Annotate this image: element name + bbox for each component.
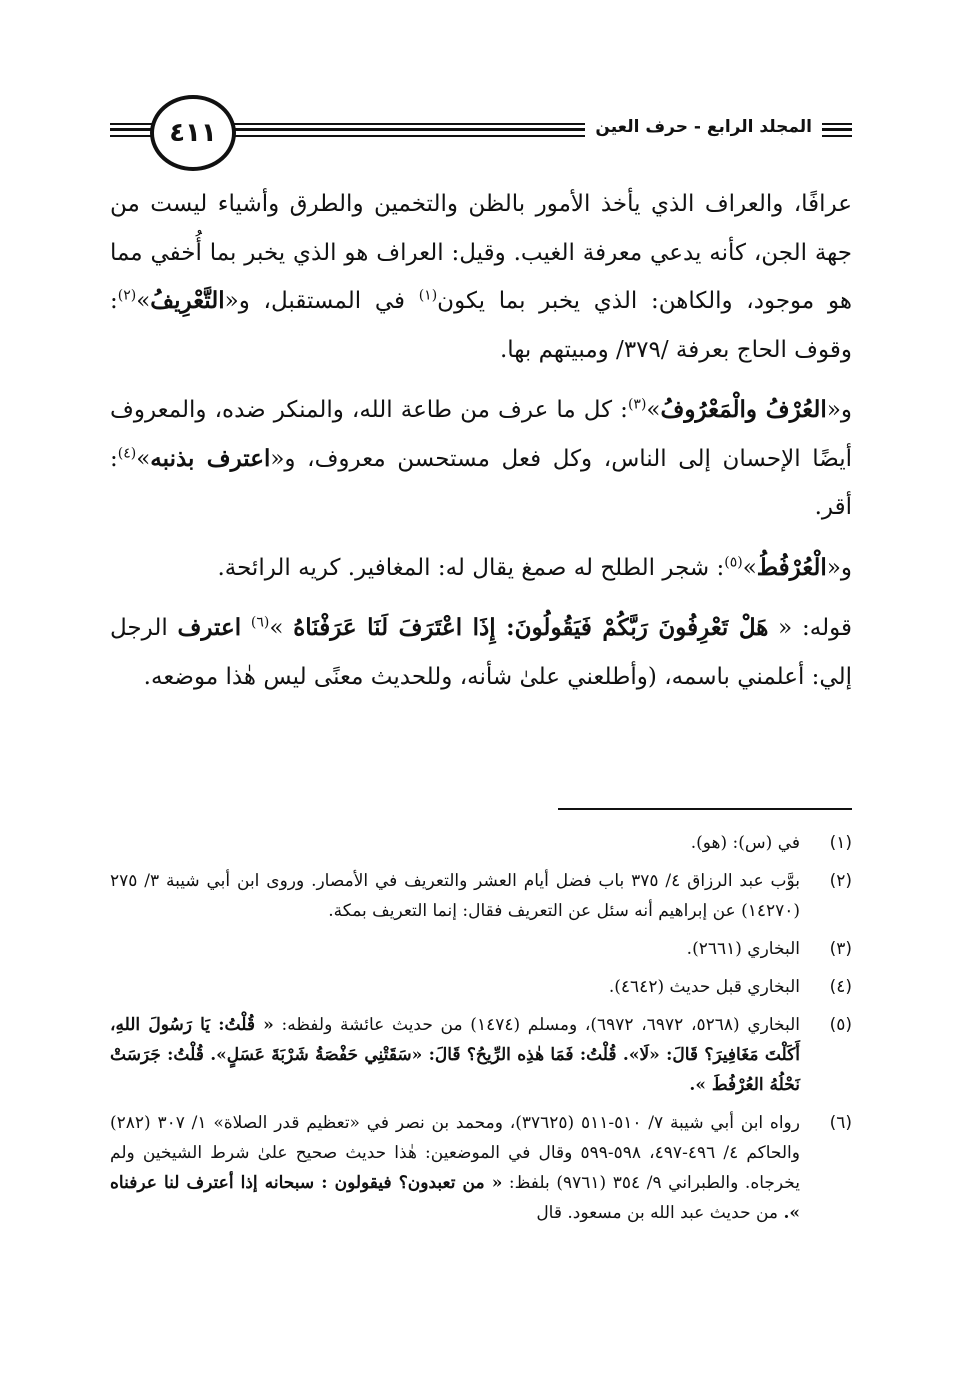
paragraph — [110, 180, 852, 374]
footnote-number: (١) — [829, 833, 852, 853]
footnote-text: البخاري (٢٦٦١). — [686, 939, 800, 959]
text-run: عرافًا، والعراف الذي يأخذ الأمور بالظن والتخمين والطرق وأشياء ليست من جهة الجن، كأنه يدعي معرفة الغيب. وقيل: العراف هو الذي يخبر بما أُخفي مما هو موجود، والكاهن: الذي يخبر بما يكون — [110, 191, 852, 314]
hadith-quote: « من تعبدون؟ فيقولون : سبحانه إذا أعترف لنا عرفناه ». — [110, 1173, 800, 1223]
footnote-number: (٢) — [829, 871, 852, 891]
hadith-quote: هَلْ تَعْرِفُونَ رَبَّكُمْ فَيَقُولُونَ: إِذَا اعْتَرَفَ لَنَا عَرَفْنَاهُ — [293, 614, 769, 641]
text-run: » — [742, 554, 757, 581]
text-run: و« — [826, 397, 852, 423]
footnote-text-run: رواه ابن أبي شيبة ٧/ ٥١٠-٥١١ (٣٧٦٢٥)، ومحمد بن نصر في «تعظيم قدر الصلاة» ١/ ٣٠٧ (٢٨٢) والحاكم ٤/ ٤٩٦-٤٩٧، ٥٩٨-٥٩٩ وقال في الموضعين: هٰذا حديث صحيح علىٰ شرط الشيخين ولم يخرجاه. والطبراني ٩/ ٣٥٤ (٩٧٦١) بلفظ: — [110, 1113, 801, 1193]
footnote-number: (٥) — [829, 1015, 852, 1035]
headword: العُرْفُ والْمَعْرُوفُ — [660, 396, 827, 423]
footnote-ref: (٥) — [724, 553, 743, 570]
footnote-number: (٤) — [829, 977, 852, 997]
text-run: : وقوف الحاج بعرفة /٣٧٩/ ومبيتهم بها. — [110, 288, 852, 363]
footnote-number: (٣) — [829, 939, 852, 959]
footnote-ref: (٢) — [117, 287, 137, 304]
page-number — [150, 95, 236, 171]
footnote-text: في (س): (هو). — [690, 833, 800, 853]
footnote-text: البخاري قبل حديث (٤٦٤٢). — [608, 977, 800, 997]
footnotes — [110, 828, 852, 1236]
running-title: المجلد الرابع - حرف العين — [585, 117, 822, 137]
text-run: الرجل إلي: أعلمني باسمه، (وأطلعني علىٰ شأنه، وللحديث معنًى ليس هٰذا موضعه. — [110, 615, 852, 690]
footnote — [110, 1108, 852, 1228]
text-run: » — [646, 397, 661, 423]
headword: الْعُرْفُطُ — [756, 553, 827, 581]
text-run: : أقر. — [110, 445, 852, 520]
footnote — [110, 972, 852, 1002]
footnote — [110, 934, 852, 964]
paragraph — [110, 604, 852, 701]
headword: اعترف بذنبه — [150, 444, 271, 472]
text-run: » — [269, 615, 294, 641]
page-header — [110, 95, 852, 185]
main-text — [110, 180, 852, 701]
headword: اعترف — [177, 614, 242, 641]
paragraph — [110, 544, 852, 593]
hadith-quote: « قُلْتُ: يَا رَسُولَ اللهِ، أَكَلْتَ مَغَافِيرَ؟ قَالَ: «لَا». قُلْتُ: فَمَا هٰذِه الرِّيحُ؟ قَالَ: «سَقَتْنِي حَفْصَةُ شَرْبَةَ عَسَلٍ». قُلْتُ: جَرَسَتْ نَحْلُهُ العُرْفُطَ ». — [110, 1015, 800, 1095]
text-run: » — [136, 288, 151, 314]
text-run: في المستقبل، و« — [224, 288, 419, 314]
paragraph — [110, 386, 852, 532]
text-run: قوله: « — [768, 615, 852, 641]
footnote-ref: (٤) — [117, 444, 137, 461]
headword: التَّعْرِيفُ — [150, 287, 225, 314]
text-run — [241, 615, 251, 641]
footnote — [110, 828, 852, 858]
footnote — [110, 1010, 852, 1100]
page-number-text: ٤١١ — [169, 118, 217, 148]
text-run: » — [136, 445, 151, 472]
footnote-text — [110, 1010, 800, 1100]
text-run: و« — [826, 554, 852, 581]
footnote-number: (٦) — [829, 1113, 852, 1133]
footnote — [110, 866, 852, 926]
footnote-separator — [558, 808, 852, 810]
footnote-text: بوَّب عبد الرزاق ٤/ ٣٧٥ باب فضل أيام العشر والتعريف في الأمصار. وروى ابن أبي شيبة ٣/ ٢٧٥ (١٤٢٧٠) عن إبراهيم أنه سئل عن التعريف فقال: إنما التعريف بمكة. — [110, 871, 800, 921]
text-run: : شجر الطلح له صمغ يقال له: المغافير. كريه الرائحة. — [217, 554, 725, 581]
footnote-ref: (١) — [418, 287, 438, 304]
footnote-ref: (٦) — [250, 614, 270, 631]
footnote-text-run: البخاري (٥٢٦٨، ٦٩٧٢، ٦٩٧٢)، ومسلم (١٤٧٤) من حديث عائشة ولفظه: — [281, 1015, 801, 1035]
footnote-text-run: من حديث عبد الله بن مسعود. قال — [536, 1203, 784, 1223]
footnote-ref: (٣) — [627, 396, 647, 413]
footnote-text — [110, 1108, 800, 1228]
text-run: : كل ما عرف من طاعة الله، والمنكر ضده، والمعروف أيضًا الإحسان إلى الناس، وكل فعل مستحسن معروف، و« — [110, 397, 852, 472]
